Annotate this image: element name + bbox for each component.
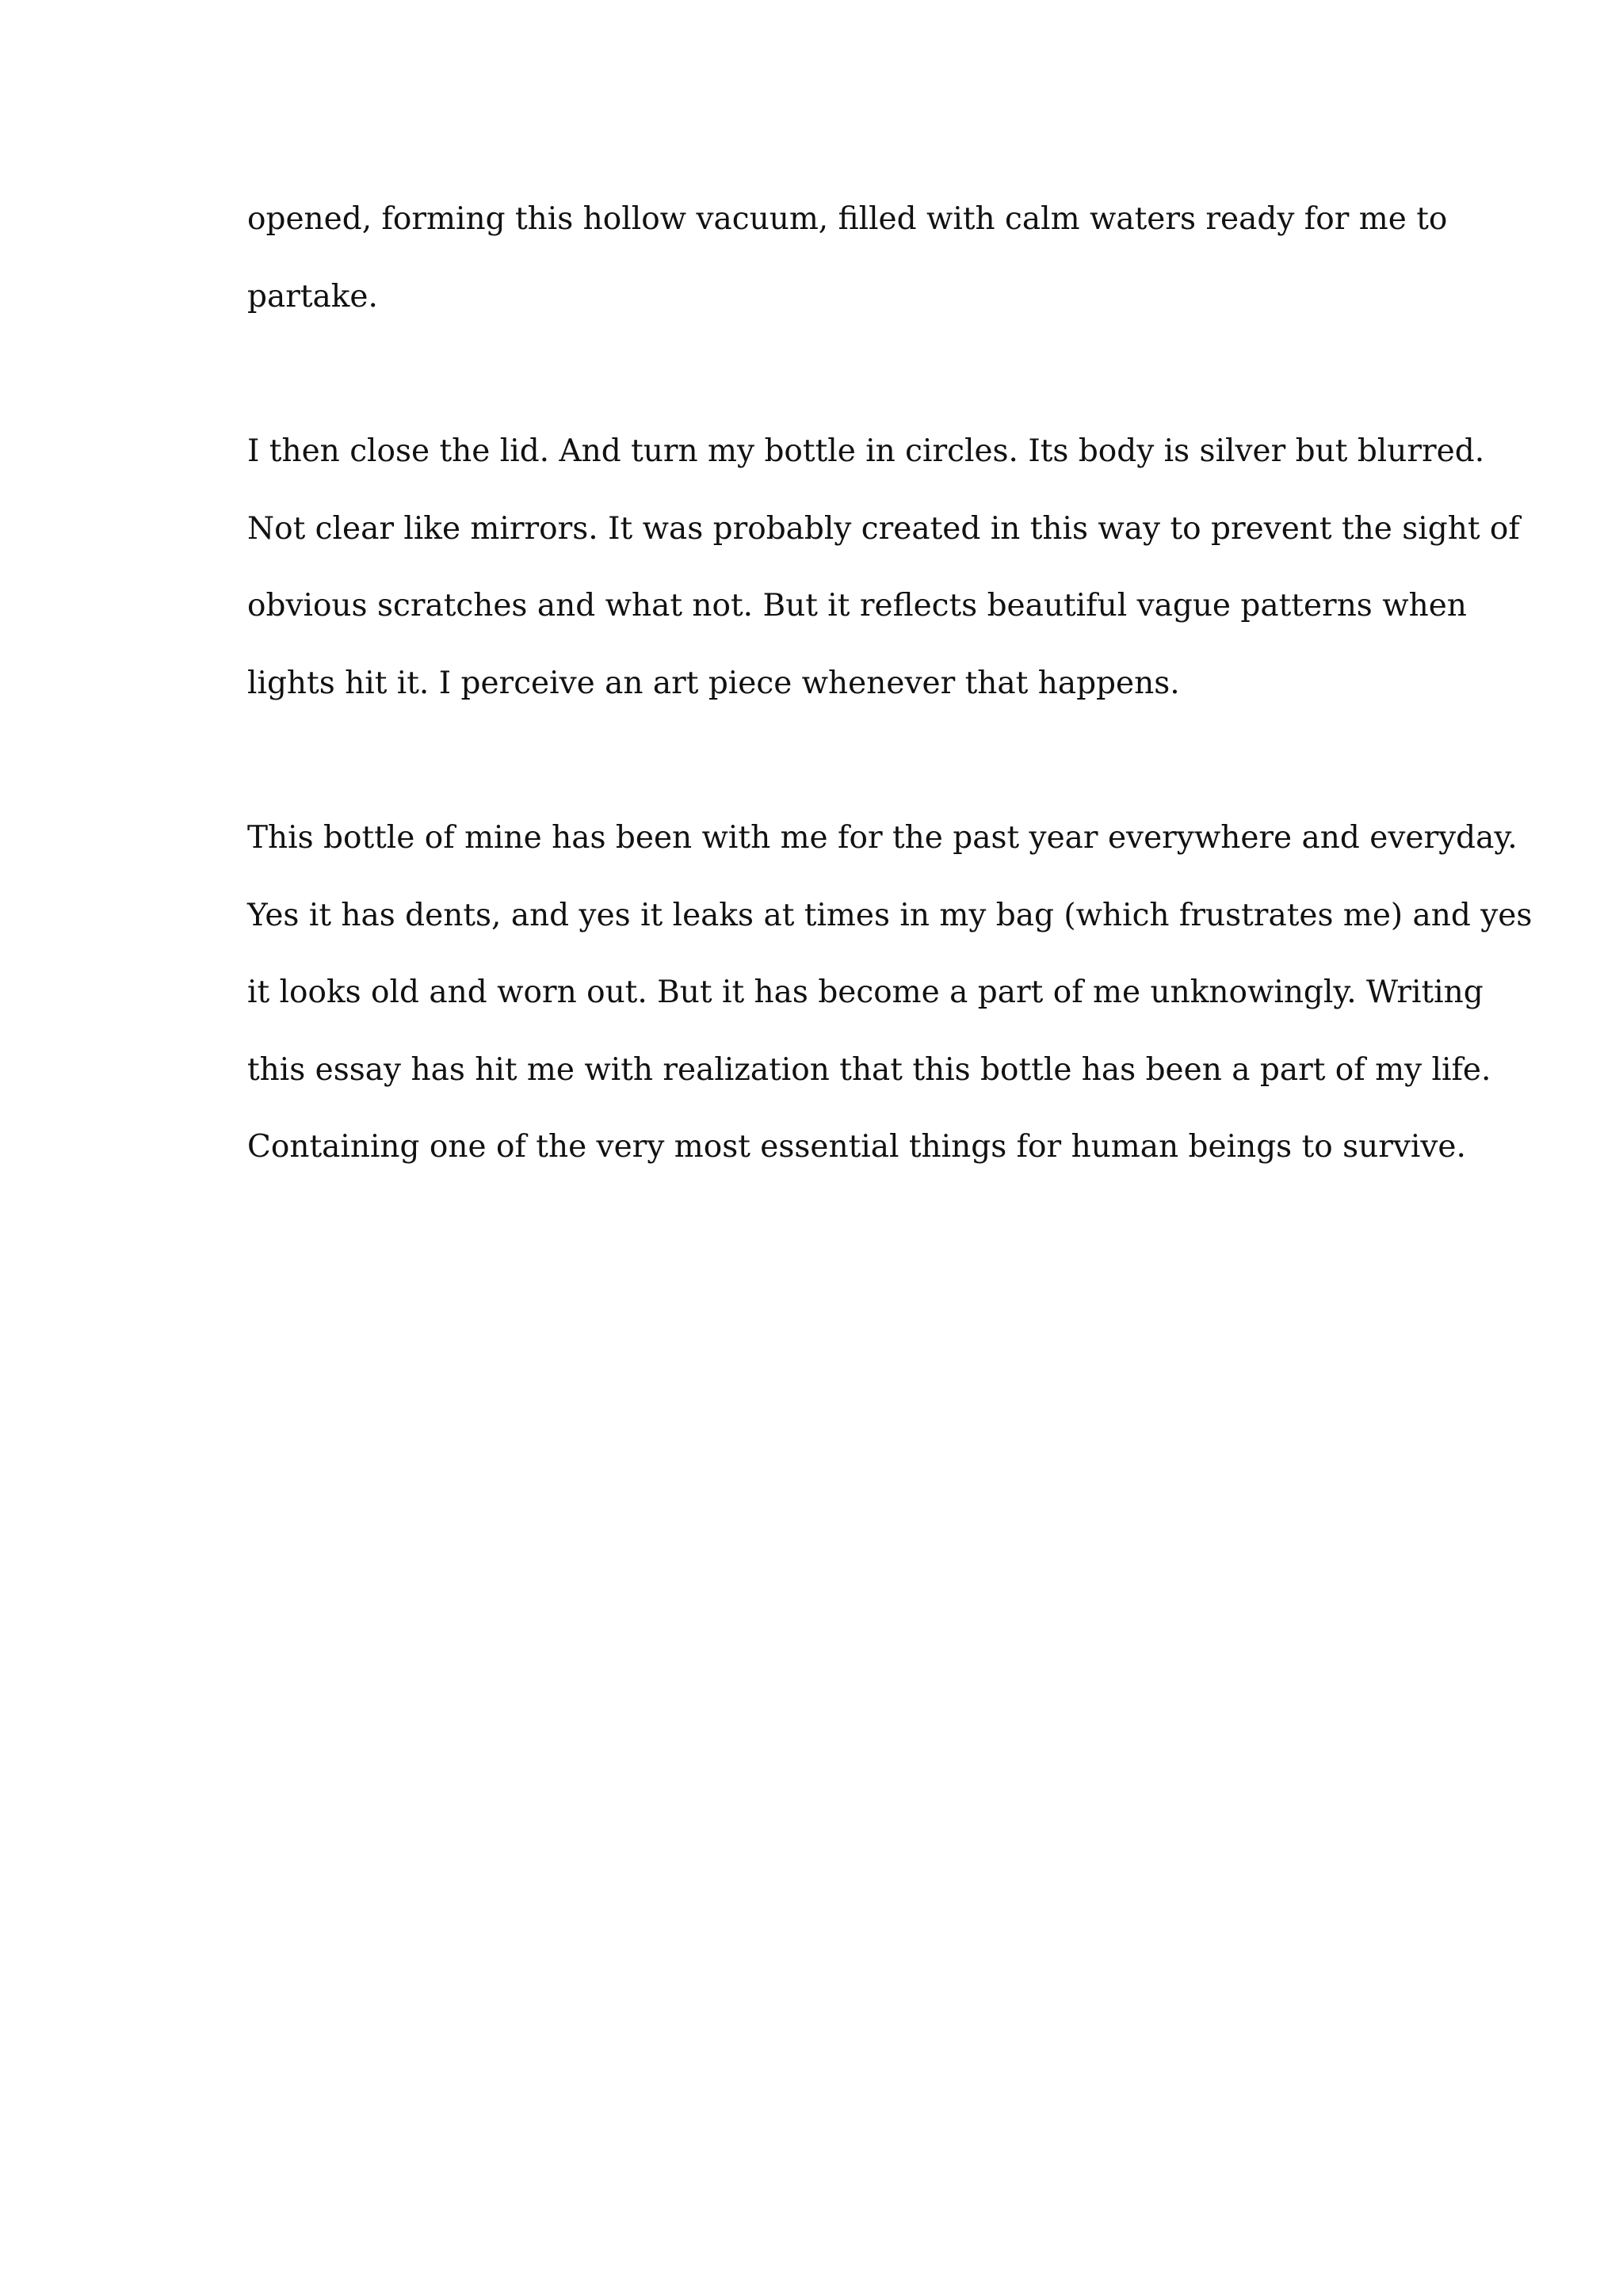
text-line: Not clear like mirrors. It was probably created in this way to prevent the sight of xyxy=(247,510,1520,547)
text-line: it looks old and worn out. But it has become a part of me unknowingly. Writing xyxy=(247,974,1484,1010)
text-line: obvious scratches and what not. But it reflects beautiful vague patterns when xyxy=(247,588,1467,624)
text-line: partake. xyxy=(247,278,378,315)
paragraph-2 xyxy=(247,413,1520,722)
paragraph-1 xyxy=(247,181,1448,335)
text-line: I then close the lid. And turn my bottle in circles. Its body is silver but blurred. xyxy=(247,433,1485,469)
text-line: opened, forming this hollow vacuum, filled with calm waters ready for me to xyxy=(247,201,1448,237)
paragraph-3 xyxy=(247,799,1533,1186)
text-line: Containing one of the very most essential things for human beings to survive. xyxy=(247,1129,1466,1165)
text-line: lights hit it. I perceive an art piece whenever that happens. xyxy=(247,665,1180,701)
text-line: Yes it has dents, and yes it leaks at times in my bag (which frustrates me) and yes xyxy=(247,897,1533,933)
text-line: this essay has hit me with realization that this bottle has been a part of my life. xyxy=(247,1051,1491,1088)
text-line: This bottle of mine has been with me for the past year everywhere and everyday. xyxy=(247,820,1518,856)
